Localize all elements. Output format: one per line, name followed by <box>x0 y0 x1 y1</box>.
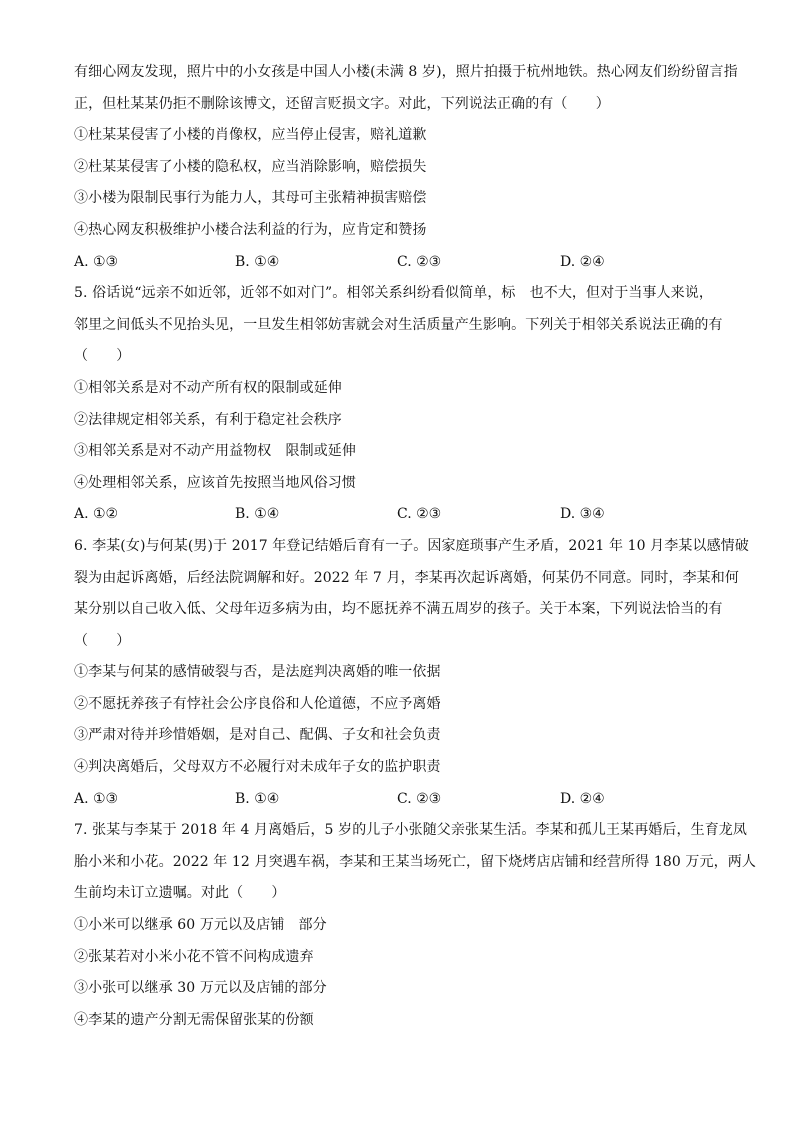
question-6-stem-line-4: （ ） <box>74 632 131 649</box>
question-5-statement-1: ①相邻关系是对不动产所有权的限制或延伸 <box>74 379 342 396</box>
question-5-stem-line-2: 邻里之间低头不见抬头见，一旦发生相邻妨害就会对生活质量产生影响。下列关于相邻关系说法正确的有 <box>74 316 723 333</box>
question-7-statement-3: ③小张可以继承 30 万元以及店铺的部分 <box>74 980 327 997</box>
question-5-statement-2: ②法律规定相邻关系，有利于稳定社会秩序 <box>74 411 342 428</box>
question-4-option-c: C. ②③ <box>397 253 442 270</box>
question-4-option-b: B. ①④ <box>235 253 280 270</box>
question-4 <box>74 62 738 272</box>
question-7-statement-4: ④李某的遗产分割无需保留张某的份额 <box>74 1011 314 1028</box>
question-4-stem-line-1: 有细心网友发现，照片中的小女孩是中国人小楼(未满 8 岁)，照片拍摄于杭州地铁。热心网友们纷纷留言指 <box>74 64 738 80</box>
question-5-option-a: A. ①② <box>74 506 119 523</box>
question-6-stem-line-3: 某分别以自己收入低、父母年迈多病为由，均不愿抚养不满五周岁的孩子。关于本案，下列说法恰当的有 <box>74 601 723 618</box>
question-5-option-c: C. ②③ <box>397 506 442 523</box>
question-4-stem-line-2: 正，但杜某某仍拒不删除该博文，还留言贬损文字。对此，下列说法正确的有（ ） <box>74 95 610 112</box>
question-4-statement-3: ③小楼为限制民事行为能力人，其母可主张精神损害赔偿 <box>74 190 427 207</box>
question-5 <box>74 283 734 524</box>
question-6 <box>74 536 749 809</box>
question-5-option-b: B. ①④ <box>235 506 280 523</box>
question-6-stem-line-2: 裂为由起诉离婚，后经法院调解和好。2022 年 7 月，李某再次起诉离婚，何某仍不同意。同时，李某和何 <box>74 569 739 586</box>
question-5-options <box>74 504 734 524</box>
question-4-statement-1: ①杜某某侵害了小楼的肖像权，应当停止侵害，赔礼道歉 <box>74 127 427 144</box>
question-4-options <box>74 252 734 272</box>
question-5-stem-line-3: （ ） <box>74 348 131 365</box>
question-7-stem-line-1: 7. 张某与李某于 2018 年 4 月离婚后，5 岁的儿子小张随父亲张某生活。李某和孤儿王某再婚后，生育龙凤 <box>74 822 747 839</box>
question-5-stem-line-1: 5. 俗话说“远亲不如近邻，近邻不如对门”。相邻关系纠纷看似简单，标 也不大，但对于当事人来说， <box>74 285 713 302</box>
question-7-stem-line-3: 生前均未订立遗嘱。对此（ ） <box>74 885 286 902</box>
question-4-statement-4: ④热心网友积极维护小楼合法利益的行为，应肯定和赞扬 <box>74 221 427 238</box>
question-6-options <box>74 789 734 809</box>
question-6-option-b: B. ①④ <box>235 790 280 807</box>
question-4-option-a: A. ①③ <box>74 253 119 270</box>
question-6-option-d: D. ②④ <box>560 790 605 807</box>
question-7 <box>74 820 756 1030</box>
exam-page <box>74 62 756 1041</box>
question-6-option-c: C. ②③ <box>397 790 442 807</box>
question-5-option-d: D. ③④ <box>560 506 605 523</box>
question-6-statement-4: ④判决离婚后，父母双方不必履行对未成年子女的监护职责 <box>74 759 441 776</box>
question-6-statement-2: ②不愿抚养孩子有悖社会公序良俗和人伦道德，不应予离婚 <box>74 695 441 712</box>
question-6-stem-line-1: 6. 李某(女)与何某(男)于 2017 年登记结婚后育有一子。因家庭琐事产生矛盾，2021 年 10 月李某以感情破 <box>74 537 749 554</box>
question-7-stem-line-2: 胎小米和小花。2022 年 12 月突遇车祸，李某和王某当场死亡，留下烧烤店店铺和经营所得 180 万元，两人 <box>74 853 756 870</box>
question-4-statement-2: ②杜某某侵害了小楼的隐私权，应当消除影响，赔偿损失 <box>74 158 427 175</box>
question-6-statement-3: ③严肃对待并珍惜婚姻，是对自己、配偶、子女和社会负责 <box>74 727 441 744</box>
question-6-statement-1: ①李某与何某的感情破裂与否，是法庭判决离婚的唯一依据 <box>74 664 441 681</box>
question-6-option-a: A. ①③ <box>74 790 119 807</box>
question-7-statement-2: ②张某若对小米小花不管不问构成遗弃 <box>74 948 314 965</box>
question-7-statement-1: ①小米可以继承 60 万元以及店铺 部分 <box>74 917 327 934</box>
question-4-option-d: D. ②④ <box>560 253 605 270</box>
question-5-statement-4: ④处理相邻关系，应该首先按照当地风俗习惯 <box>74 474 356 491</box>
question-5-statement-3: ③相邻关系是对不动产用益物权 限制或延伸 <box>74 443 356 460</box>
